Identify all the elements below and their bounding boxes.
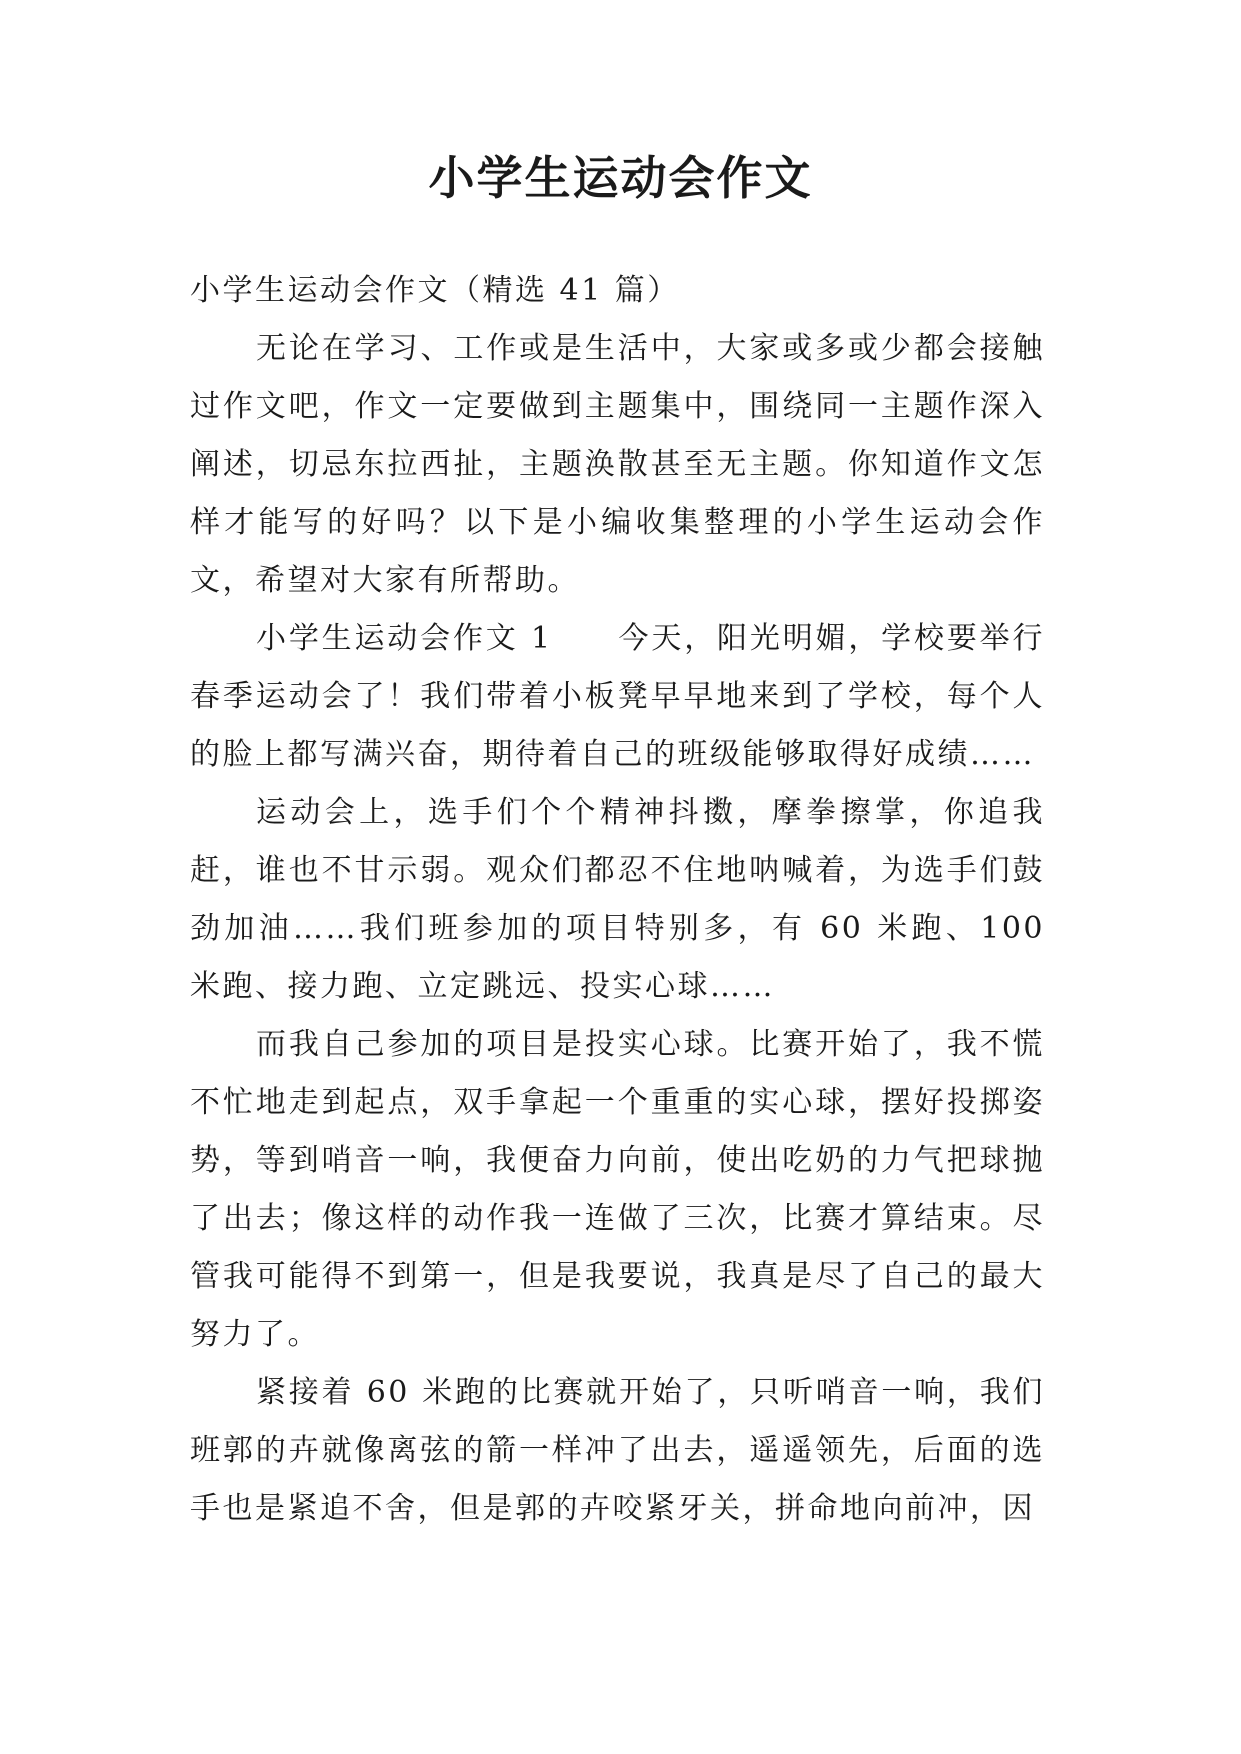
paragraph-intro: 无论在学习、工作或是生活中，大家或多或少都会接触过作文吧，作文一定要做到主题集中，围绕同一主题作深入阐述，切忌东拉西扯，主题涣散甚至无主题。你知道作文怎样才能写的好吗？以下是小编收集整理的小学生运动会作文，希望对大家有所帮助。 bbox=[190, 331, 1045, 598]
paragraph-shot-put: 而我自己参加的项目是投实心球。比赛开始了，我不慌不忙地走到起点，双手拿起一个重重的实心球，摆好投掷姿势，等到哨音一响，我便奋力向前，使出吃奶的力气把球抛了出去；像这样的动作我一连做了三次，比赛才算结束。尽管我可能得不到第一，但是我要说，我真是尽了自己的最大努力了。 bbox=[190, 1027, 1045, 1352]
paragraph-essay-1-opening: 小学生运动会作文 1 今天，阳光明媚，学校要举行春季运动会了！我们带着小板凳早早地来到了学校，每个人的脸上都写满兴奋，期待着自己的班级能够取得好成绩…… bbox=[190, 621, 1045, 772]
document-subtitle: 小学生运动会作文（精选 41 篇） bbox=[190, 273, 680, 308]
paragraph-sports-meet: 运动会上，选手们个个精神抖擞，摩拳擦掌，你追我赶，谁也不甘示弱。观众们都忍不住地呐喊着，为选手们鼓劲加油……我们班参加的项目特别多，有 60 米跑、100 米跑、接力跑、立定跳远、投实心球…… bbox=[190, 795, 1045, 1004]
document-title: 小学生运动会作文 bbox=[428, 151, 813, 205]
paragraph-60m-race: 紧接着 60 米跑的比赛就开始了，只听哨音一响，我们班郭的卉就像离弦的箭一样冲了出去，遥遥领先，后面的选手也是紧追不舍，但是郭的卉咬紧牙关，拼命地向前冲，因 bbox=[190, 1375, 1045, 1526]
document-body bbox=[190, 262, 1045, 1538]
